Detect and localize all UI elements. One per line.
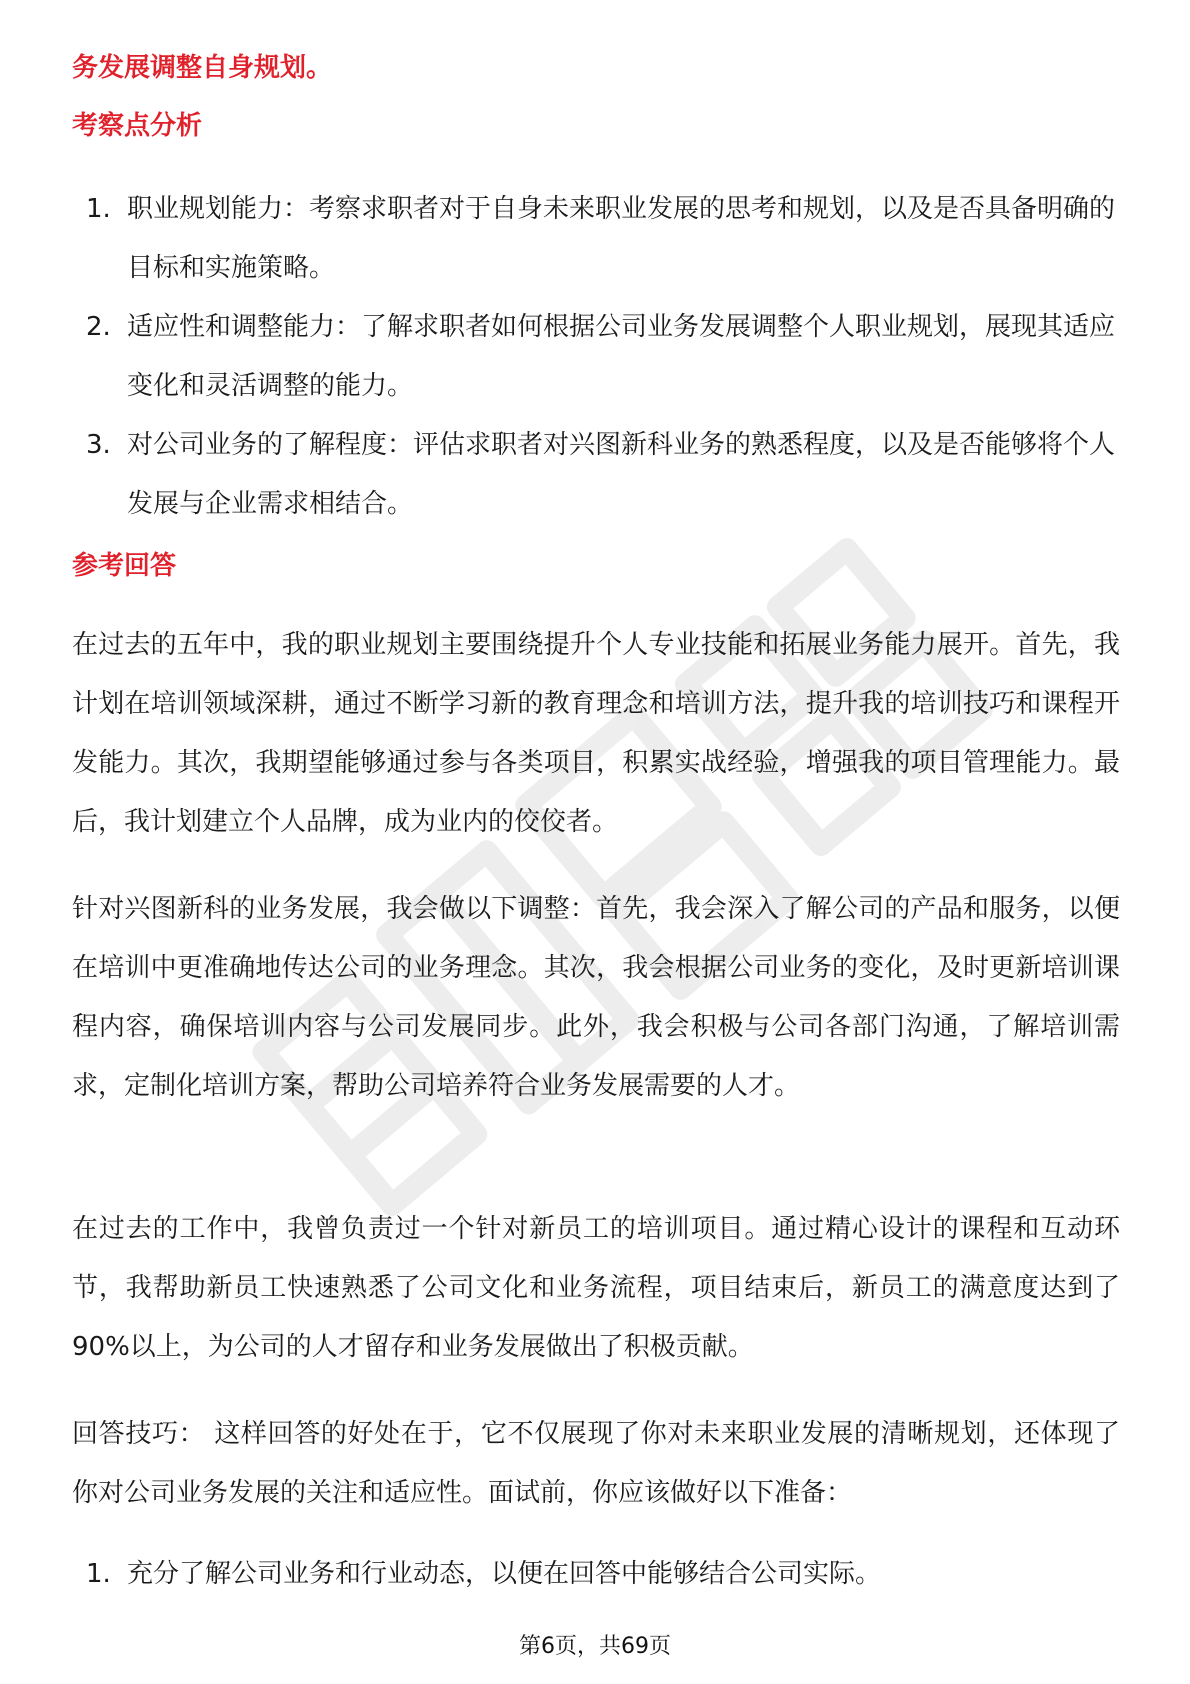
list-item-number: 3. — [86, 430, 111, 460]
analysis-heading: 考察点分析 — [72, 111, 203, 141]
answer-paragraph: 在过去的工作中，我曾负责过一个针对新员工的培训项目。通过精心设计的课程和互动环节，我帮助新员工快速熟悉了公司文化和业务流程，项目结束后，新员工的满意度达到了90%以上，为公司的人才留存和业务发展做出了积极贡献。 — [72, 1214, 1120, 1362]
intro-line: 务发展调整自身规划。 — [72, 53, 333, 83]
preparation-list — [72, 1545, 1122, 1604]
list-item — [72, 180, 1122, 298]
answer-tips-paragraph: 回答技巧： 这样回答的好处在于，它不仅展现了你对未来职业发展的清晰规划，还体现了你对公司业务发展的关注和适应性。面试前，你应该做好以下准备： — [72, 1419, 1120, 1508]
list-item-text: 对公司业务的了解程度：评估求职者对兴图新科业务的熟悉程度，以及是否能够将个人发展与企业需求相结合。 — [127, 430, 1116, 519]
list-item — [72, 298, 1122, 416]
list-item-text: 充分了解公司业务和行业动态，以便在回答中能够结合公司实际。 — [127, 1559, 882, 1589]
list-item-number: 1. — [86, 194, 111, 224]
list-item-number: 2. — [86, 312, 111, 342]
list-item-text: 职业规划能力：考察求职者对于自身未来职业发展的思考和规划，以及是否具备明确的目标和实施策略。 — [127, 194, 1116, 283]
page-number-footer: 第6页，共69页 — [519, 1634, 671, 1659]
reference-heading: 参考回答 — [72, 551, 177, 581]
list-item-text: 适应性和调整能力：了解求职者如何根据公司业务发展调整个人职业规划，展现其适应变化和灵活调整的能力。 — [127, 312, 1116, 401]
answer-paragraph: 针对兴图新科的业务发展，我会做以下调整：首先，我会深入了解公司的产品和服务，以便在培训中更准确地传达公司的业务理念。其次，我会根据公司业务的变化，及时更新培训课程内容，确保培训内容与公司发展同步。此外，我会积极与公司各部门沟通，了解培训需求，定制化培训方案，帮助公司培养符合业务发展需要的人才。 — [72, 894, 1120, 1101]
list-item-number: 1. — [86, 1559, 111, 1589]
list-item — [72, 416, 1122, 534]
list-item — [72, 1545, 1122, 1604]
answer-paragraph: 在过去的五年中，我的职业规划主要围绕提升个人专业技能和拓展业务能力展开。首先，我计划在培训领域深耕，通过不断学习新的教育理念和培训方法，提升我的培训技巧和课程开发能力。其次，我期望能够通过参与各类项目，积累实战经验，增强我的项目管理能力。最后，我计划建立个人品牌，成为业内的佼佼者。 — [72, 630, 1120, 837]
analysis-list — [72, 180, 1122, 534]
